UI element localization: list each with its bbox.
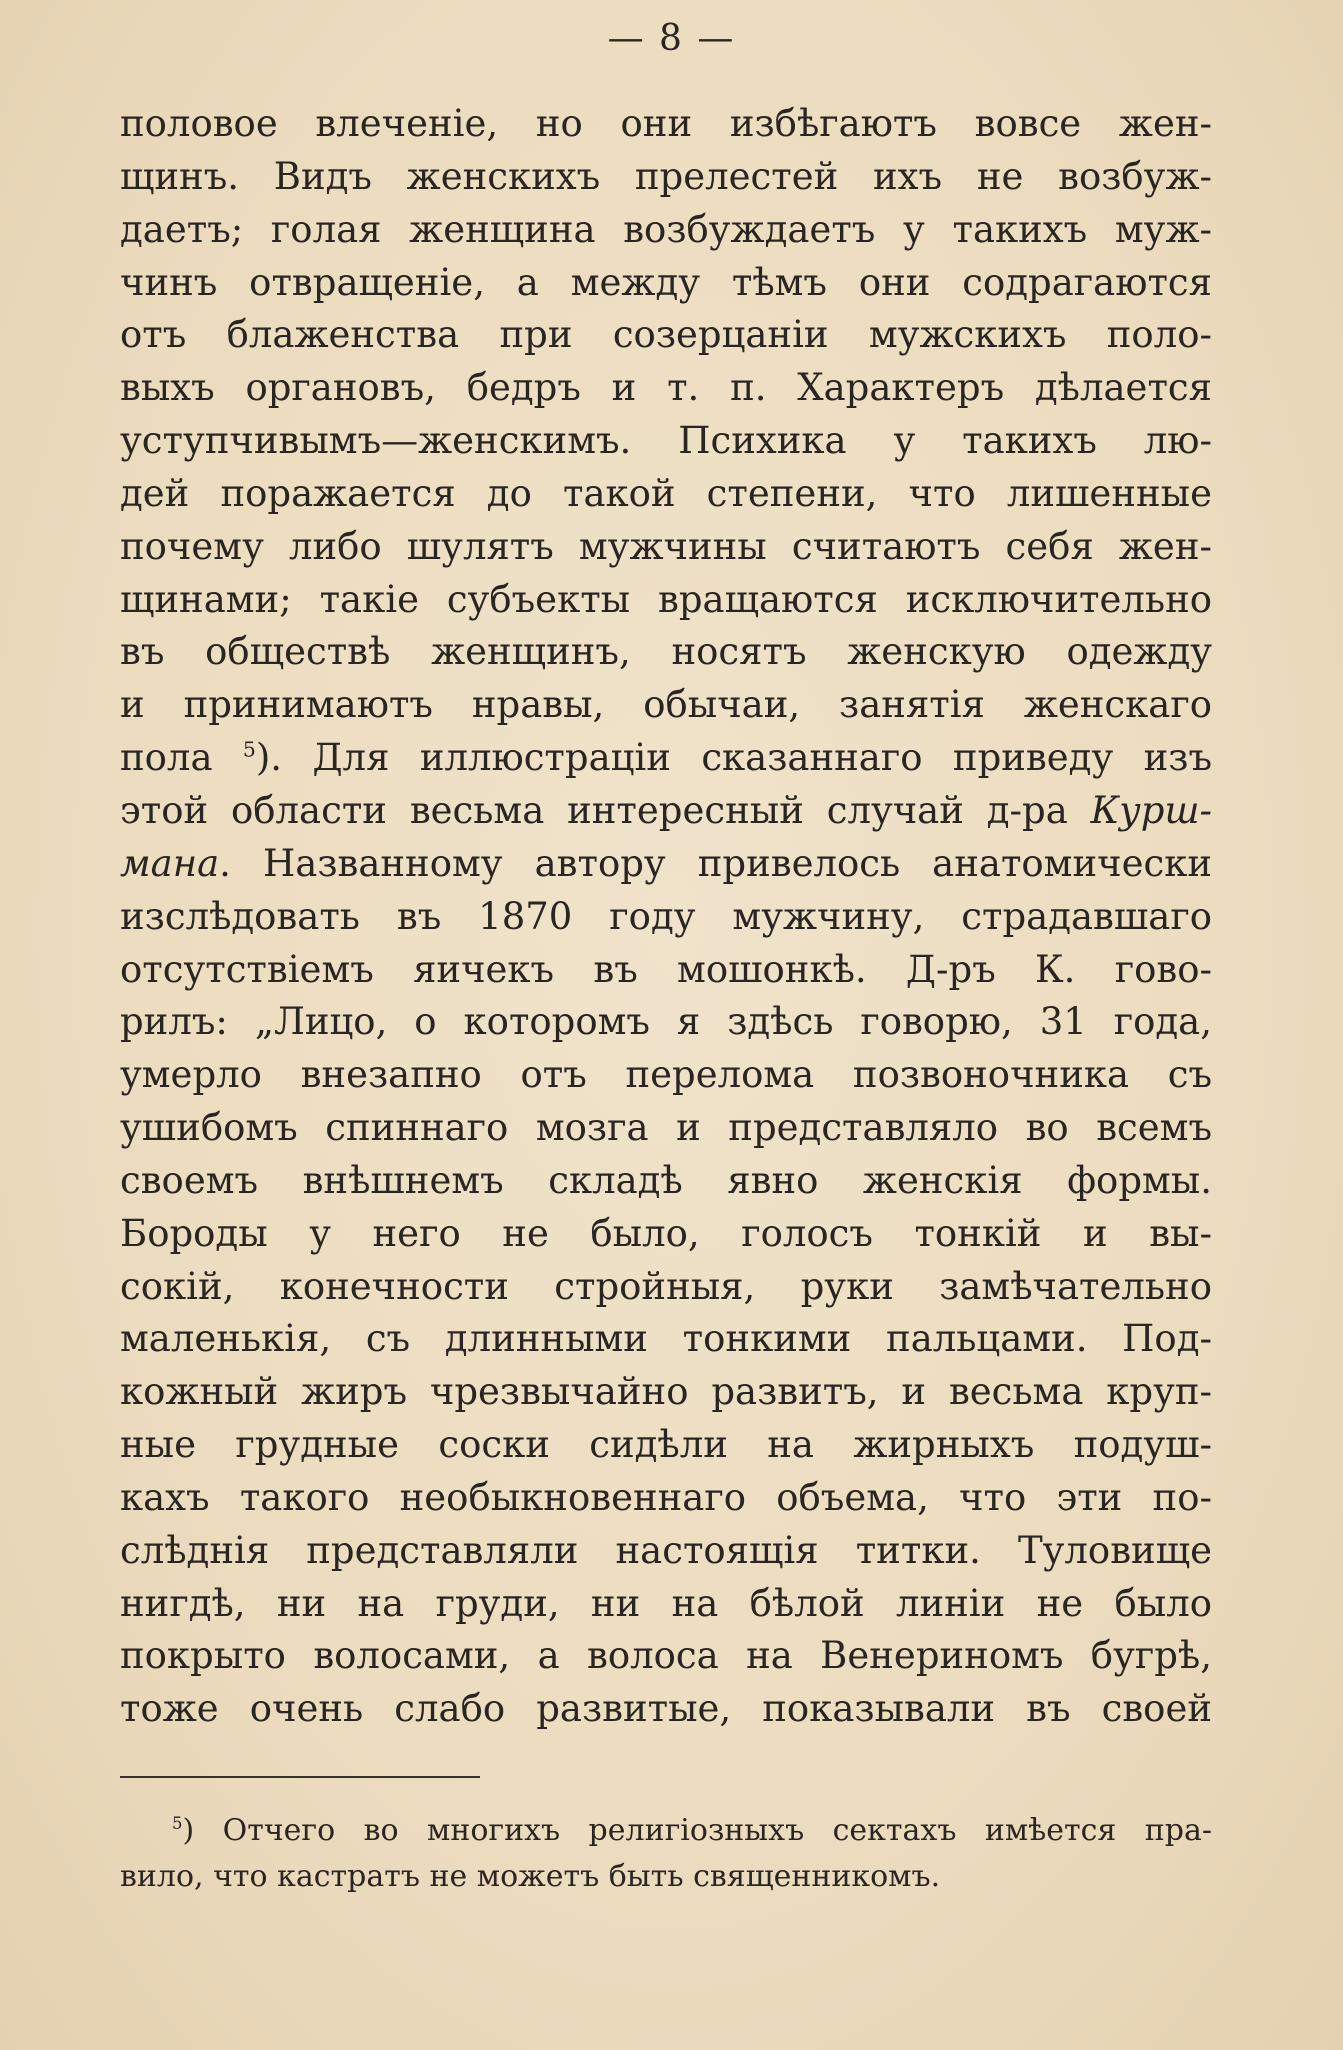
text-line: кахъ такого необыкновеннаго объема, что эти по- [120,1475,1212,1519]
text-line: нигдѣ, ни на груди, ни на бѣлой линіи не было [120,1581,1212,1625]
footnote-line [120,1808,1212,1854]
footnote-reference[interactable]: 5 [242,737,256,762]
text-line: умерло внезапно отъ перелома позвоночника съ [120,1053,1212,1097]
author-name-italic: мана [120,841,220,885]
text-line: щинъ. Видъ женскихъ прелестей ихъ не возбуж- [120,154,1212,198]
text-line: отсутствіемъ яичекъ въ мошонкѣ. Д-ръ К. гово- [120,947,1212,991]
text-line: выхъ органовъ, бедръ и т. п. Характеръ дѣлается [120,366,1212,410]
text-segment: . Названному автору привелось анатомически [219,841,1212,885]
text-line: своемъ внѣшнемъ складѣ явно женскія формы. [120,1158,1212,1202]
text-line [120,785,1212,838]
text-line: чинъ отвращеніе, а между тѣмъ они содрагаются [120,260,1212,304]
text-line: половое влеченіе, но они избѣгаютъ вовсе жен- [120,102,1212,145]
text-line: ушибомъ спиннаго мозга и представляло во всемъ [120,1106,1212,1150]
text-line: почему либо шулятъ мужчины считаютъ себя жен- [120,524,1212,568]
footnote-line: вило, что кастратъ не можетъ быть священникомъ. [120,1859,941,1894]
text-line: изслѣдовать въ 1870 году мужчину, страдавшаго [120,894,1212,938]
footnote-marker: 5 [172,1814,183,1833]
footnote-divider [120,1776,480,1778]
text-line: слѣднія представляли настоящія титки. Туловище [120,1528,1212,1572]
footnote [120,1808,1212,1900]
text-segment: пола [120,736,243,780]
text-line: отъ блаженства при созерцаніи мужскихъ поло- [120,313,1212,357]
text-line: ные грудные соски сидѣли на жирныхъ подуш- [120,1423,1212,1467]
text-line: уступчивымъ—женскимъ. Психика у такихъ лю- [120,419,1212,463]
text-line: кожный жиръ чрезвычайно развитъ, и весьма круп- [120,1370,1212,1414]
text-line: сокій, конечности стройныя, руки замѣчательно [120,1264,1212,1308]
text-line [120,838,1212,891]
page-number: — 8 — [607,18,736,59]
text-line: въ обществѣ женщинъ, носятъ женскую одежду [120,630,1212,674]
body-text [120,98,1212,1736]
author-name-italic: Курш- [1090,788,1212,832]
text-line: дей поражается до такой степени, что лишенные [120,471,1212,515]
text-line: и принимаютъ нравы, обычаи, занятія женскаго [120,683,1212,727]
text-line: рилъ: „Лицо, о которомъ я здѣсь говорю, 31 года, [120,1000,1212,1044]
text-line: тоже очень слабо развитые, показывали въ своей [120,1687,1212,1731]
text-segment: этой области весьма интересный случай д-ра [120,788,1091,832]
text-line: покрыто волосами, а волоса на Венериномъ бугрѣ, [120,1634,1212,1678]
text-segment: ). Для иллюстраціи сказаннаго приведу изъ [255,736,1213,780]
text-line: щинами; такіе субъекты вращаются исключительно [120,577,1212,621]
text-line: Бороды у него не было, голосъ тонкій и вы- [120,1211,1212,1255]
footnote-text: ) Отчего во многихъ религіозныхъ сектахъ имѣется пра- [182,1813,1212,1848]
text-line-with-footnote-ref [120,732,1212,785]
text-line: даетъ; голая женщина возбуждаетъ у такихъ муж- [120,207,1212,251]
text-line: маленькія, съ длинными тонкими пальцами. Под- [120,1317,1212,1361]
